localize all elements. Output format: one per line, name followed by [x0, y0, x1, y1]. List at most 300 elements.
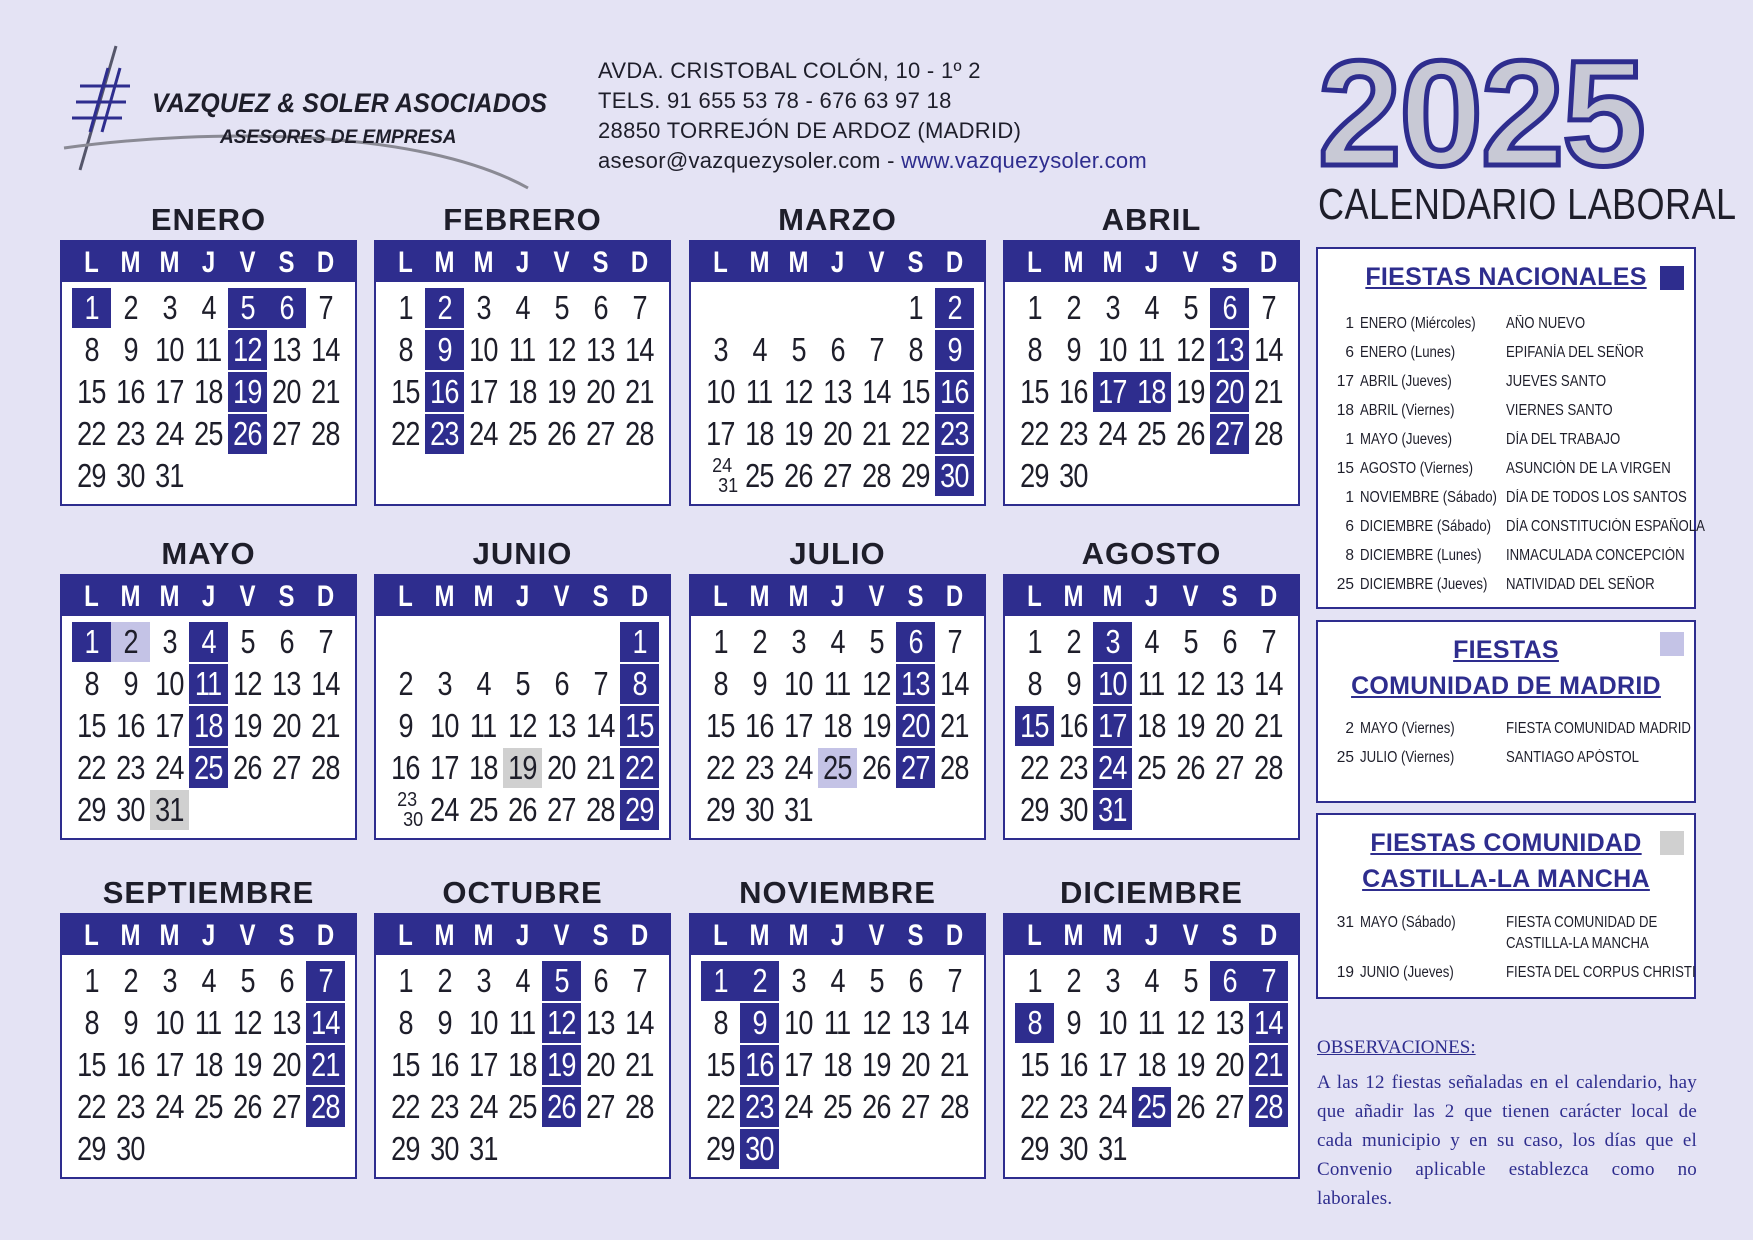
- day-cell: 19: [784, 415, 813, 452]
- holiday-name: NATIVIDAD DEL SEÑOR: [1506, 576, 1655, 593]
- day-cell: 31: [784, 791, 813, 828]
- weekday-label: V: [239, 246, 256, 279]
- panel-fiestas-nacionales: [1316, 247, 1705, 609]
- day-cell: 3: [476, 962, 491, 999]
- day-cell: 3: [713, 331, 728, 368]
- day-cell: 28: [625, 1088, 654, 1125]
- month-julio: [689, 534, 986, 840]
- holiday-name: EPIFANÍA DEL SEÑOR: [1506, 344, 1644, 361]
- day-cell-madrid-holiday: 25: [818, 748, 857, 788]
- holiday-item: [1332, 344, 1684, 362]
- holiday-item: [1332, 749, 1684, 767]
- weekday-label: S: [1221, 580, 1238, 613]
- month-grid-box: [1003, 240, 1300, 506]
- weekday-label: M: [159, 246, 180, 279]
- day-cell: 27: [1215, 1088, 1244, 1125]
- weekday-label: D: [945, 246, 964, 279]
- panel-title-line1: FIESTAS COMUNIDAD: [1370, 829, 1642, 857]
- day-cell: 7: [1261, 623, 1276, 660]
- day-cell-holiday: 15: [620, 706, 659, 746]
- holiday-item: [1332, 576, 1684, 594]
- weekday-label: M: [749, 246, 770, 279]
- day-cell: 20: [586, 1046, 615, 1083]
- day-cell: 13: [272, 331, 301, 368]
- day-cell: 28: [311, 415, 340, 452]
- day-cell: 7: [593, 665, 608, 702]
- day-cell: 14: [940, 665, 969, 702]
- weekday-label: S: [592, 246, 609, 279]
- day-cell: 10: [155, 331, 184, 368]
- day-cell-holiday: 18: [189, 706, 228, 746]
- day-cell: 4: [201, 289, 216, 326]
- weekday-label: J: [830, 580, 845, 613]
- holiday-name: INMACULADA CONCEPCIÓN: [1506, 547, 1685, 564]
- day-cell-holiday: 9: [740, 1003, 779, 1043]
- day-cell-holiday: 6: [1210, 288, 1249, 328]
- weekday-label: M: [473, 246, 494, 279]
- day-cell: 2: [398, 665, 413, 702]
- month-name: FEBRERO: [443, 202, 602, 237]
- day-cell: 1: [398, 289, 413, 326]
- weekday-label: V: [239, 919, 256, 952]
- weekday-header: [691, 915, 984, 955]
- day-cell: 16: [391, 749, 420, 786]
- day-cell: 4: [830, 623, 845, 660]
- month-name: AGOSTO: [1081, 536, 1222, 571]
- day-cell: 23: [745, 749, 774, 786]
- day-cell: 22: [77, 1088, 106, 1125]
- month-grid-box: [60, 240, 357, 506]
- day-cell: 19: [1176, 373, 1205, 410]
- day-cell: 10: [469, 1004, 498, 1041]
- day-cell: 13: [272, 1004, 301, 1041]
- weekday-header: [376, 242, 669, 282]
- holiday-date: DICIEMBRE (Lunes): [1360, 547, 1482, 564]
- day-cell-holiday: 30: [740, 1129, 779, 1169]
- day-cell: 31: [155, 457, 184, 494]
- day-cell: 17: [469, 1046, 498, 1083]
- day-cell-castilla-holiday: 19: [503, 748, 542, 788]
- month-junio: [374, 534, 671, 840]
- day-cell: 9: [437, 1004, 452, 1041]
- day-cell: 8: [908, 331, 923, 368]
- holiday-item: [1332, 518, 1705, 536]
- day-cell: 26: [1176, 415, 1205, 452]
- day-cell: 4: [201, 962, 216, 999]
- day-cell: 24: [155, 415, 184, 452]
- day-cell: 4: [1144, 623, 1159, 660]
- day-cell: 16: [430, 1046, 459, 1083]
- day-cell: 24: [155, 749, 184, 786]
- holiday-name: FIESTA DEL CORPUS CHRISTI: [1506, 964, 1696, 981]
- day-cell: 15: [77, 373, 106, 410]
- day-cell: 29: [77, 791, 106, 828]
- weekday-header: [376, 915, 669, 955]
- day-cell: 14: [311, 665, 340, 702]
- day-cell: 7: [318, 623, 333, 660]
- weekday-label: S: [907, 246, 924, 279]
- weekday-label: S: [907, 580, 924, 613]
- holiday-name: DÍA DE TODOS LOS SANTOS: [1506, 489, 1687, 506]
- day-cell: 12: [862, 1004, 891, 1041]
- day-cell: 14: [625, 331, 654, 368]
- weekday-label: D: [1259, 580, 1278, 613]
- holiday-date: MAYO (Jueves): [1360, 431, 1453, 448]
- day-cell-holiday: 23: [740, 1087, 779, 1127]
- day-cell: 28: [1254, 749, 1283, 786]
- weekday-label: J: [515, 919, 530, 952]
- day-cell: 25: [1137, 415, 1166, 452]
- company-tagline: ASESORES DE EMPRESA: [220, 127, 457, 148]
- holiday-day: 1: [1345, 431, 1354, 448]
- weekday-label: S: [278, 919, 295, 952]
- day-cell: 9: [398, 707, 413, 744]
- address-line: AVDA. CRISTOBAL COLÓN, 10 - 1º 2: [598, 58, 981, 83]
- month-name: JUNIO: [472, 536, 573, 571]
- holiday-day: 25: [1336, 749, 1354, 766]
- empty-day: [701, 288, 740, 328]
- day-cell-holiday: 19: [542, 1045, 581, 1085]
- month-name: ENERO: [150, 202, 267, 237]
- day-cell-holiday: 23: [425, 414, 464, 454]
- day-cell: 12: [1176, 665, 1205, 702]
- holiday-name: FIESTA COMUNIDAD DE: [1506, 914, 1658, 931]
- weekday-label: J: [515, 580, 530, 613]
- day-cell: 24: [784, 1088, 813, 1125]
- empty-day: [503, 622, 542, 662]
- month-octubre: [374, 873, 671, 1179]
- holiday-day: 31: [1336, 914, 1354, 931]
- empty-day: [542, 622, 581, 662]
- day-cell: 22: [77, 415, 106, 452]
- day-cell: 24: [430, 791, 459, 828]
- holiday-item: [1332, 431, 1684, 449]
- day-cell: 19: [862, 707, 891, 744]
- day-grid: [691, 955, 984, 1169]
- weekday-label: V: [868, 919, 885, 952]
- weekday-label: M: [120, 246, 141, 279]
- month-septiembre: [60, 873, 357, 1179]
- day-cell-madrid-holiday: 2: [111, 622, 150, 662]
- holiday-date: DICIEMBRE (Jueves): [1360, 576, 1488, 593]
- day-cell: 13: [823, 373, 852, 410]
- weekday-label: M: [159, 580, 180, 613]
- day-cell: 27: [586, 1088, 615, 1125]
- day-cell: 3: [162, 962, 177, 999]
- day-cell: 10: [1098, 331, 1127, 368]
- weekday-header: [1005, 576, 1298, 616]
- weekday-label: D: [316, 246, 335, 279]
- day-cell-holiday: 13: [896, 664, 935, 704]
- month-grid-box: [374, 240, 671, 506]
- holiday-date: AGOSTO (Viernes): [1360, 460, 1474, 477]
- weekday-label: J: [201, 919, 216, 952]
- day-cell: 3: [162, 289, 177, 326]
- day-cell: 15: [1020, 373, 1049, 410]
- day-cell: 7: [1261, 289, 1276, 326]
- day-cell: 12: [1176, 1004, 1205, 1041]
- day-cell-holiday: 2: [425, 288, 464, 328]
- day-cell-holiday: 11: [189, 664, 228, 704]
- empty-day: [779, 288, 818, 328]
- day-cell-holiday: 1: [701, 961, 740, 1001]
- day-cell: 12: [233, 665, 262, 702]
- day-cell-holiday: 13: [1210, 330, 1249, 370]
- weekday-label: M: [434, 580, 455, 613]
- day-cell: 12: [547, 331, 576, 368]
- day-cell: 30: [745, 791, 774, 828]
- day-cell-holiday: 12: [228, 330, 267, 370]
- day-cell: 11: [1138, 331, 1165, 368]
- month-marzo: [689, 200, 986, 506]
- day-cell: 28: [586, 791, 615, 828]
- email-link[interactable]: asesor@vazquezysoler.com: [598, 148, 881, 173]
- day-cell: 13: [586, 331, 615, 368]
- day-cell: 15: [706, 707, 735, 744]
- day-cell-holiday: 2: [740, 961, 779, 1001]
- day-cell-holiday: 14: [1249, 1003, 1288, 1043]
- day-cell: 13: [901, 1004, 930, 1041]
- day-cell: 23: [430, 1088, 459, 1125]
- day-cell-holiday: 17: [1093, 372, 1132, 412]
- weekday-label: V: [239, 580, 256, 613]
- day-cell: 11: [195, 331, 222, 368]
- day-cell: 29: [1020, 457, 1049, 494]
- day-cell-holiday: 27: [896, 748, 935, 788]
- weekday-label: J: [1144, 246, 1159, 279]
- panel-title-line2: COMUNIDAD DE MADRID: [1351, 672, 1661, 700]
- day-cell: 11: [195, 1004, 222, 1041]
- day-cell: 5: [240, 962, 255, 999]
- day-cell: 13: [1215, 1004, 1244, 1041]
- weekday-label: J: [830, 246, 845, 279]
- day-cell: 5: [240, 623, 255, 660]
- day-cell: 8: [713, 665, 728, 702]
- day-grid: [376, 955, 669, 1169]
- day-cell: 2: [437, 962, 452, 999]
- day-cell: 9: [123, 331, 138, 368]
- day-cell: 9: [123, 1004, 138, 1041]
- castilla-swatch: [1660, 831, 1684, 855]
- day-cell-holiday: 17: [1093, 706, 1132, 746]
- weekday-header: [376, 576, 669, 616]
- day-cell: 30: [116, 791, 145, 828]
- day-cell: 30: [116, 457, 145, 494]
- day-cell: 31: [1098, 1130, 1127, 1167]
- day-cell: 19: [547, 373, 576, 410]
- day-cell: 12: [508, 707, 537, 744]
- empty-day: [425, 622, 464, 662]
- day-cell: 10: [430, 707, 459, 744]
- day-cell: 6: [593, 289, 608, 326]
- day-cell: 24: [469, 415, 498, 452]
- day-cell-holiday: 7: [306, 961, 345, 1001]
- weekday-label: M: [749, 580, 770, 613]
- day-grid: [62, 955, 355, 1169]
- day-cell: 20: [547, 749, 576, 786]
- day-grid: [62, 282, 355, 496]
- day-cell: 5: [515, 665, 530, 702]
- day-cell: 1: [1027, 962, 1042, 999]
- holiday-name: DÍA CONSTITUCIÓN ESPAÑOLA: [1506, 518, 1705, 535]
- day-cell: 4: [476, 665, 491, 702]
- weekday-label: L: [398, 919, 413, 952]
- holiday-date: ENERO (Miércoles): [1360, 315, 1476, 332]
- day-cell: 18: [194, 1046, 223, 1083]
- day-grid: [691, 282, 984, 496]
- holiday-name: DÍA DEL TRABAJO: [1506, 431, 1621, 448]
- weekday-label: D: [945, 919, 964, 952]
- day-cell: 3: [791, 962, 806, 999]
- day-number: 23: [397, 789, 418, 811]
- day-cell: 5: [554, 289, 569, 326]
- day-cell: 29: [706, 791, 735, 828]
- day-cell: 27: [272, 1088, 301, 1125]
- day-cell: 23: [1059, 415, 1088, 452]
- day-cell: 24: [469, 1088, 498, 1125]
- day-cell: 25: [508, 1088, 537, 1125]
- month-noviembre: [689, 873, 986, 1179]
- day-cell: 21: [311, 373, 340, 410]
- weekday-label: D: [316, 580, 335, 613]
- website-link[interactable]: www.vazquezysoler.com: [901, 148, 1148, 173]
- day-cell: 21: [1254, 373, 1283, 410]
- holiday-day: 25: [1336, 576, 1354, 593]
- weekday-header: [691, 576, 984, 616]
- day-cell: 6: [593, 962, 608, 999]
- day-cell: 17: [1098, 1046, 1127, 1083]
- day-cell-holiday: 7: [1249, 961, 1288, 1001]
- day-cell: 29: [391, 1130, 420, 1167]
- day-cell: 17: [155, 1046, 184, 1083]
- day-cell: 27: [901, 1088, 930, 1125]
- day-cell: 29: [77, 1130, 106, 1167]
- day-cell: 1: [84, 962, 99, 999]
- day-cell: 20: [272, 707, 301, 744]
- day-cell: 22: [1020, 749, 1049, 786]
- weekday-label: D: [1259, 246, 1278, 279]
- empty-day: [818, 288, 857, 328]
- observaciones-title: OBSERVACIONES:: [1317, 1037, 1476, 1058]
- empty-day: [386, 622, 425, 662]
- day-cell: 18: [469, 749, 498, 786]
- empty-day: [740, 288, 779, 328]
- day-cell: 14: [625, 1004, 654, 1041]
- day-cell: 9: [752, 665, 767, 702]
- day-cell: 21: [625, 373, 654, 410]
- day-cell: 1: [398, 962, 413, 999]
- weekday-label: J: [1144, 919, 1159, 952]
- day-cell: 26: [784, 457, 813, 494]
- weekday-header: [691, 242, 984, 282]
- day-cell: 22: [901, 415, 930, 452]
- weekday-label: M: [1102, 246, 1123, 279]
- holiday-name: FIESTA COMUNIDAD MADRID: [1506, 720, 1691, 737]
- day-cell-holiday: 15: [1015, 706, 1054, 746]
- day-cell: 18: [194, 373, 223, 410]
- month-grid-box: [689, 913, 986, 1179]
- weekday-header: [1005, 915, 1298, 955]
- day-cell: 3: [476, 289, 491, 326]
- day-cell: 16: [1059, 373, 1088, 410]
- month-name: JULIO: [789, 536, 886, 571]
- panel-fiestas-castilla: [1316, 813, 1696, 999]
- day-cell: 23: [116, 415, 145, 452]
- holiday-day: 17: [1336, 373, 1354, 390]
- holiday-day: 15: [1336, 460, 1354, 477]
- weekday-label: D: [316, 919, 335, 952]
- weekday-label: M: [159, 919, 180, 952]
- holiday-item: [1332, 460, 1684, 478]
- day-cell-holiday: 19: [228, 372, 267, 412]
- day-cell: 7: [947, 623, 962, 660]
- day-cell-holiday: 16: [935, 372, 974, 412]
- day-cell: 28: [625, 415, 654, 452]
- day-cell: 18: [508, 373, 537, 410]
- holiday-item: [1332, 914, 1684, 932]
- day-cell: 3: [1105, 962, 1120, 999]
- day-cell: 22: [77, 749, 106, 786]
- day-cell: 27: [547, 791, 576, 828]
- day-cell: 26: [862, 1088, 891, 1125]
- day-cell: 15: [391, 1046, 420, 1083]
- holiday-name: SANTIAGO APÓSTOL: [1506, 749, 1640, 766]
- month-name: ABRIL: [1101, 202, 1202, 237]
- day-cell: 20: [823, 415, 852, 452]
- day-cell: 5: [869, 962, 884, 999]
- day-cell-holiday: 26: [228, 414, 267, 454]
- day-cell-holiday: 6: [896, 622, 935, 662]
- day-cell: 21: [940, 707, 969, 744]
- weekday-label: M: [434, 919, 455, 952]
- day-cell: 8: [398, 1004, 413, 1041]
- day-cell: 16: [1059, 707, 1088, 744]
- day-cell: 29: [77, 457, 106, 494]
- day-cell: 26: [508, 791, 537, 828]
- weekday-label: V: [868, 580, 885, 613]
- day-cell-holiday: 3: [1093, 622, 1132, 662]
- weekday-label: V: [553, 919, 570, 952]
- day-cell-holiday: 4: [189, 622, 228, 662]
- day-cell: 19: [1176, 1046, 1205, 1083]
- weekday-label: D: [630, 246, 649, 279]
- month-grid-box: [60, 913, 357, 1179]
- holiday-day: 2: [1345, 720, 1354, 737]
- day-cell: 17: [155, 707, 184, 744]
- day-cell: 5: [1183, 289, 1198, 326]
- day-cell: 18: [508, 1046, 537, 1083]
- holiday-name: VIERNES SANTO: [1506, 402, 1613, 419]
- day-cell: 1: [1027, 289, 1042, 326]
- day-cell-holiday: 1: [620, 622, 659, 662]
- day-cell: 10: [155, 665, 184, 702]
- weekday-label: L: [398, 580, 413, 613]
- day-cell: 25: [194, 415, 223, 452]
- holiday-day: 1: [1345, 315, 1354, 332]
- day-cell-holiday: 25: [189, 748, 228, 788]
- day-cell: 4: [752, 331, 767, 368]
- weekday-header: [62, 242, 355, 282]
- day-cell: 11: [1138, 665, 1165, 702]
- day-cell: 23: [1059, 749, 1088, 786]
- day-cell: 2: [123, 289, 138, 326]
- day-cell: 14: [586, 707, 615, 744]
- weekday-label: M: [1063, 919, 1084, 952]
- weekday-label: L: [1027, 246, 1042, 279]
- day-cell: 3: [791, 623, 806, 660]
- day-cell: 2: [752, 623, 767, 660]
- day-cell: 26: [1176, 749, 1205, 786]
